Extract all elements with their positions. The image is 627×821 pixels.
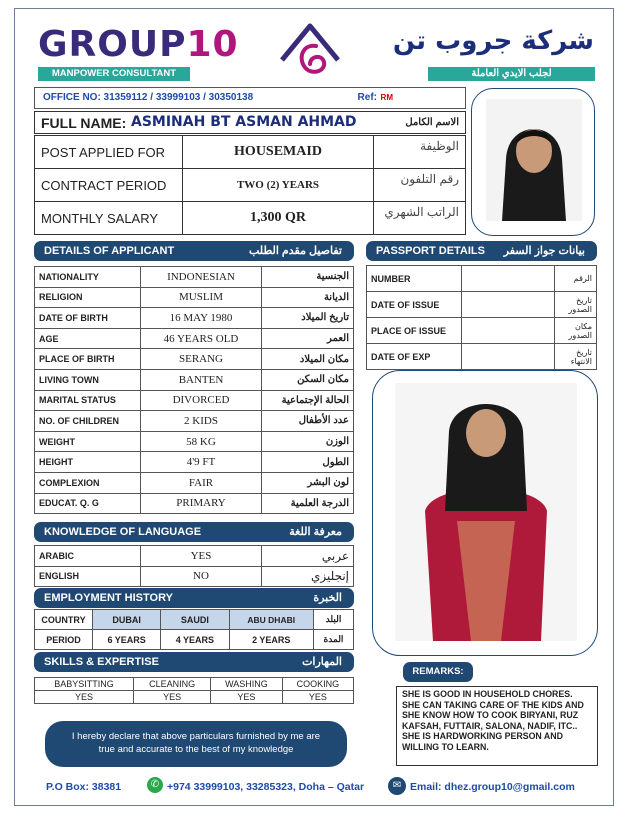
language-title-arabic: معرفة اللغة <box>289 526 342 538</box>
applicant-key: RELIGION <box>35 287 141 308</box>
applicant-key: NO. OF CHILDREN <box>35 411 141 432</box>
applicant-arabic: الدرجة العلمية <box>262 493 354 514</box>
passport-arabic: تاريخ الصدور <box>555 292 597 318</box>
period-arabic: المدة <box>314 630 354 650</box>
office-text: OFFICE NO: 31359112 / 33999103 / 30350138 <box>43 92 254 103</box>
applicant-key: LIVING TOWN <box>35 369 141 390</box>
applicant-row <box>35 472 354 493</box>
contract-value: TWO (2) YEARS <box>183 169 374 202</box>
group10-logo: GROUP10 <box>38 24 239 65</box>
full-body-image <box>373 371 598 656</box>
contract-arabic: رقم التلفون <box>374 169 466 202</box>
language-header <box>34 522 354 542</box>
ref-label: Ref: <box>357 92 377 103</box>
applicant-arabic: تاريخ الميلاد <box>262 308 354 329</box>
skill-value-3: YES <box>211 691 283 704</box>
applicant-value: 58 KG <box>141 431 262 452</box>
footer-phone: +974 33999103, 33285323, Doha – Qatar <box>167 781 365 793</box>
country-1: DUBAI <box>93 610 161 630</box>
logo-subtitle: MANPOWER CONSULTANT <box>38 67 190 81</box>
language-title: KNOWLEDGE OF LANGUAGE <box>44 526 202 538</box>
applicant-row <box>35 287 354 308</box>
applicant-key: WEIGHT <box>35 431 141 452</box>
applicant-header <box>34 241 354 261</box>
applicant-key: NATIONALITY <box>35 267 141 288</box>
country-label: COUNTRY <box>35 610 93 630</box>
arabic-lang-value: YES <box>141 546 262 567</box>
contract-label: CONTRACT PERIOD <box>35 169 183 202</box>
post-arabic: الوظيفة <box>374 136 466 169</box>
period-2: 4 YEARS <box>161 630 229 650</box>
arabic-company-name: شركة جروب تن <box>392 26 594 56</box>
arabic-subtitle: لجلب الايدي العاملة <box>428 67 595 81</box>
arabic-lang-label: ARABIC <box>35 546 141 567</box>
full-name-value: ASMINAH BT ASMAN AHMAD <box>131 114 357 130</box>
english-lang-arabic: إنجليزي <box>262 566 354 587</box>
center-logo-icon <box>276 20 344 80</box>
passport-title-arabic: بيانات جواز السفر <box>503 245 585 257</box>
period-label: PERIOD <box>35 630 93 650</box>
employment-title-arabic: الخبرة <box>313 592 342 604</box>
skill-value-4: YES <box>282 691 353 704</box>
whatsapp-icon: ✆ <box>147 777 163 793</box>
country-3: ABU DHABI <box>229 610 314 630</box>
passport-row <box>367 344 597 370</box>
applicant-row <box>35 308 354 329</box>
applicant-arabic: الجنسية <box>262 267 354 288</box>
portrait-photo <box>471 88 595 236</box>
remarks-text: SHE IS GOOD IN HOUSEHOLD CHORES. SHE CAN TAKING CARE OF THE KIDS AND SHE KNOW HOW TO COOK BIRYANI, RUZ KAFSAH, FUTTAIR, SALONA, NADIF, ITC.. SHE IS HARDWORKING PERSON AND WILLING TO LEARN. <box>396 686 598 766</box>
salary-label: MONTHLY SALARY <box>35 202 183 235</box>
period-1: 6 YEARS <box>93 630 161 650</box>
passport-table <box>366 265 597 370</box>
applicant-key: EDUCAT. Q. G <box>35 493 141 514</box>
passport-key: DATE OF EXP <box>367 344 462 370</box>
period-3: 2 YEARS <box>229 630 314 650</box>
passport-title: PASSPORT DETAILS <box>376 245 485 257</box>
footer-pobox: P.O Box: 38381 <box>46 781 122 793</box>
applicant-value: BANTEN <box>141 369 262 390</box>
applicant-value: DIVORCED <box>141 390 262 411</box>
applicant-value: INDONESIAN <box>141 267 262 288</box>
country-arabic: البلد <box>314 610 354 630</box>
applicant-arabic: الديانة <box>262 287 354 308</box>
applicant-arabic: عدد الأطفال <box>262 411 354 432</box>
skills-title-arabic: المهارات <box>302 656 342 668</box>
english-lang-label: ENGLISH <box>35 566 141 587</box>
applicant-key: AGE <box>35 328 141 349</box>
passport-header <box>366 241 597 261</box>
skill-name-3: WASHING <box>211 678 283 691</box>
skill-value-2: YES <box>134 691 211 704</box>
employment-title: EMPLOYMENT HISTORY <box>44 592 173 604</box>
ref-value: RM <box>380 93 393 102</box>
english-lang-value: NO <box>141 566 262 587</box>
applicant-row <box>35 369 354 390</box>
post-value: HOUSEMAID <box>183 136 374 169</box>
main-info-table <box>34 135 466 235</box>
passport-arabic: الرقم <box>555 266 597 292</box>
applicant-row <box>35 328 354 349</box>
footer-email: Email: dhez.group10@gmail.com <box>410 781 575 793</box>
passport-key: NUMBER <box>367 266 462 292</box>
applicant-row <box>35 390 354 411</box>
employment-header <box>34 588 354 608</box>
applicant-value: 4'9 FT <box>141 452 262 473</box>
applicant-key: HEIGHT <box>35 452 141 473</box>
applicant-arabic: مكان الميلاد <box>262 349 354 370</box>
skill-name-2: CLEANING <box>134 678 211 691</box>
skills-header <box>34 652 354 672</box>
applicant-value: 16 MAY 1980 <box>141 308 262 329</box>
salary-value: 1,300 QR <box>183 202 374 235</box>
applicant-key: COMPLEXION <box>35 472 141 493</box>
passport-value <box>462 292 555 318</box>
passport-value <box>462 344 555 370</box>
skills-table <box>34 677 354 704</box>
applicant-arabic: الوزن <box>262 431 354 452</box>
applicant-arabic: الطول <box>262 452 354 473</box>
passport-key: PLACE OF ISSUE <box>367 318 462 344</box>
language-table <box>34 545 354 587</box>
applicant-arabic: الحالة الإجتماعية <box>262 390 354 411</box>
applicant-key: MARITAL STATUS <box>35 390 141 411</box>
passport-key: DATE OF ISSUE <box>367 292 462 318</box>
office-numbers <box>34 87 466 109</box>
full-name-arabic: الاسم الكامل <box>405 117 459 128</box>
passport-value <box>462 318 555 344</box>
applicant-value: MUSLIM <box>141 287 262 308</box>
applicant-value: FAIR <box>141 472 262 493</box>
full-body-photo <box>372 370 598 656</box>
remarks-label: REMARKS: <box>403 662 473 682</box>
arabic-lang-arabic: عربي <box>262 546 354 567</box>
salary-arabic: الراتب الشهري <box>374 202 466 235</box>
full-name-row <box>34 111 466 134</box>
applicant-arabic: العمر <box>262 328 354 349</box>
portrait-image <box>472 89 595 236</box>
applicant-arabic: مكان السكن <box>262 369 354 390</box>
applicant-row <box>35 493 354 514</box>
applicant-value: PRIMARY <box>141 493 262 514</box>
passport-value <box>462 266 555 292</box>
passport-arabic: تاريخ الانتهاء <box>555 344 597 370</box>
applicant-row <box>35 411 354 432</box>
skill-name-4: COOKING <box>282 678 353 691</box>
applicant-key: PLACE OF BIRTH <box>35 349 141 370</box>
applicant-row <box>35 452 354 473</box>
employment-table <box>34 609 354 650</box>
email-icon: ✉ <box>388 777 406 795</box>
passport-row <box>367 266 597 292</box>
country-2: SAUDI <box>161 610 229 630</box>
declaration-box: I hereby declare that above particulars furnished by me are true and accurate to the best of my knowledge <box>45 721 347 767</box>
applicant-row <box>35 349 354 370</box>
passport-row <box>367 292 597 318</box>
post-label: POST APPLIED FOR <box>35 136 183 169</box>
full-name-label: FULL NAME: <box>41 115 127 131</box>
applicant-arabic: لون البشر <box>262 472 354 493</box>
applicant-value: SERANG <box>141 349 262 370</box>
applicant-key: DATE OF BIRTH <box>35 308 141 329</box>
skill-name-1: BABYSITTING <box>35 678 134 691</box>
skill-value-1: YES <box>35 691 134 704</box>
applicant-value: 2 KIDS <box>141 411 262 432</box>
passport-arabic: مكان الصدور <box>555 318 597 344</box>
applicant-title: DETAILS OF APPLICANT <box>44 245 175 257</box>
passport-row <box>367 318 597 344</box>
applicant-row <box>35 431 354 452</box>
applicant-title-arabic: تفاصيل مقدم الطلب <box>249 245 342 257</box>
skills-title: SKILLS & EXPERTISE <box>44 656 159 668</box>
applicant-row <box>35 267 354 288</box>
applicant-value: 46 YEARS OLD <box>141 328 262 349</box>
applicant-table <box>34 266 354 514</box>
